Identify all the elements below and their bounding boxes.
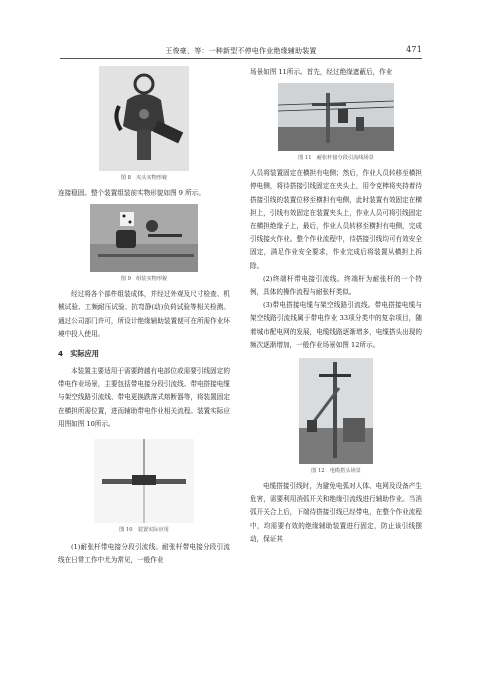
figure-9-photo <box>90 204 198 272</box>
tension-pole-scene-image <box>278 83 394 151</box>
figure-9 <box>58 204 230 282</box>
figure-11-caption: 图 11 耐张杆接分段引流线场景 <box>298 155 374 162</box>
paragraph-application: 本装置主要适用于需要跨越有电部位或需要引线固定的带电作业场景，主要包括带电接分段引流线、带电搭接电缆与架空线路引流线、带电更换跌落式熔断器等，将装置固定在横担所需位置，进而辅助带电作业相关流程。装置实际应用图如图 10所示。 <box>58 367 230 428</box>
paragraph-item-1: (1)耐张杆带电接分段引流线。耐张杆带电接分段引流线在日常工作中尤为常见，一般作业 <box>58 543 230 565</box>
paragraph-item-3: (3)带电搭接电缆与架空线路引流线。带电搭接电缆与架空线路引流线属于带电作业 33项分类中的复杂项目，随着城市配电网的发展，电缆线路逐渐增多，电缆搭头出现的频次逐渐增加，一般作业场景如图 12所示。 <box>250 301 422 349</box>
cable-joint-scene-image <box>299 358 373 464</box>
figure-10-caption: 图 10 装置实际应用 <box>119 527 169 534</box>
figure-12 <box>250 358 422 474</box>
paragraph-testing: 经过将各个部件组装成体，并经过外观及尺寸检查、机械试验、工频耐压试验、抗弯静(动)负荷试验等相关检测。通过公司部门许可，所设计绝缘辅助装置便可在所需作业环境中投入使用。 <box>58 290 230 338</box>
right-column <box>250 66 422 546</box>
left-column <box>58 66 230 567</box>
paragraph-item-2: (2)终端杆带电接引流线。终端杆为耐张杆的一个特例，具体的操作流程与耐张杆类似。 <box>250 274 422 297</box>
running-header <box>60 44 422 59</box>
figure-8 <box>58 66 230 181</box>
clamp-head-image <box>99 66 189 171</box>
figure-9-caption: 图 9 组装实物形貌 <box>120 276 168 283</box>
assembled-device-image <box>90 204 198 272</box>
figure-8-caption: 图 8 夹头实物形貌 <box>120 175 168 181</box>
figure-11-photo <box>278 83 394 151</box>
figure-12-photo <box>299 358 373 464</box>
figure-11 <box>250 83 422 161</box>
figure-8-photo <box>99 66 189 171</box>
figure-12-caption: 图 12 电缆搭头场景 <box>311 468 361 475</box>
figure-10 <box>58 439 230 533</box>
application-image <box>94 439 194 523</box>
page-number: 471 <box>406 45 422 54</box>
running-title: 王俊豪，等：一种新型不停电作业绝缘辅助装置 <box>165 47 317 55</box>
paragraph-bottom: 电缆搭接引线时，为避免电弧对人体、电网及设备产生危害，需要利用消弧开关和绝缘引流线进行辅助作业。当消弧开关合上后，下端待搭接引线已经带电，在整个作业流程中，均需要有效的绝缘辅助装置进行固定，防止该引线摆动，保证其 <box>250 482 422 543</box>
figure-10-photo <box>94 439 194 523</box>
paragraph-steps: 人员将装置固定在横担有电侧；然后，作业人员转移至横担停电侧，将待搭接引线固定在夹头上，用令克棒将夹持着待搭接引线的装置位移至横担有电侧，此时装置有效固定在横担上，引线有效固定在装置夹头上，作业人员可将引线固定在横担绝缘子上，最后，作业人员转移至横担有电侧，完成引线接火作业。整个作业流程中，待搭接引线均可有效安全固定，满足作业安全要求，作业完成后将装置从横担上拆除。 <box>250 169 422 270</box>
section-heading: 4 实际应用 <box>58 349 99 359</box>
paragraph-after-fig8: 连接稳固。整个装置组装前实物形貌如图 9 所示。 <box>58 189 205 197</box>
paragraph-top-right: 场景如图 11所示。首先，经过绝缘遮蔽后，作业 <box>250 68 393 76</box>
